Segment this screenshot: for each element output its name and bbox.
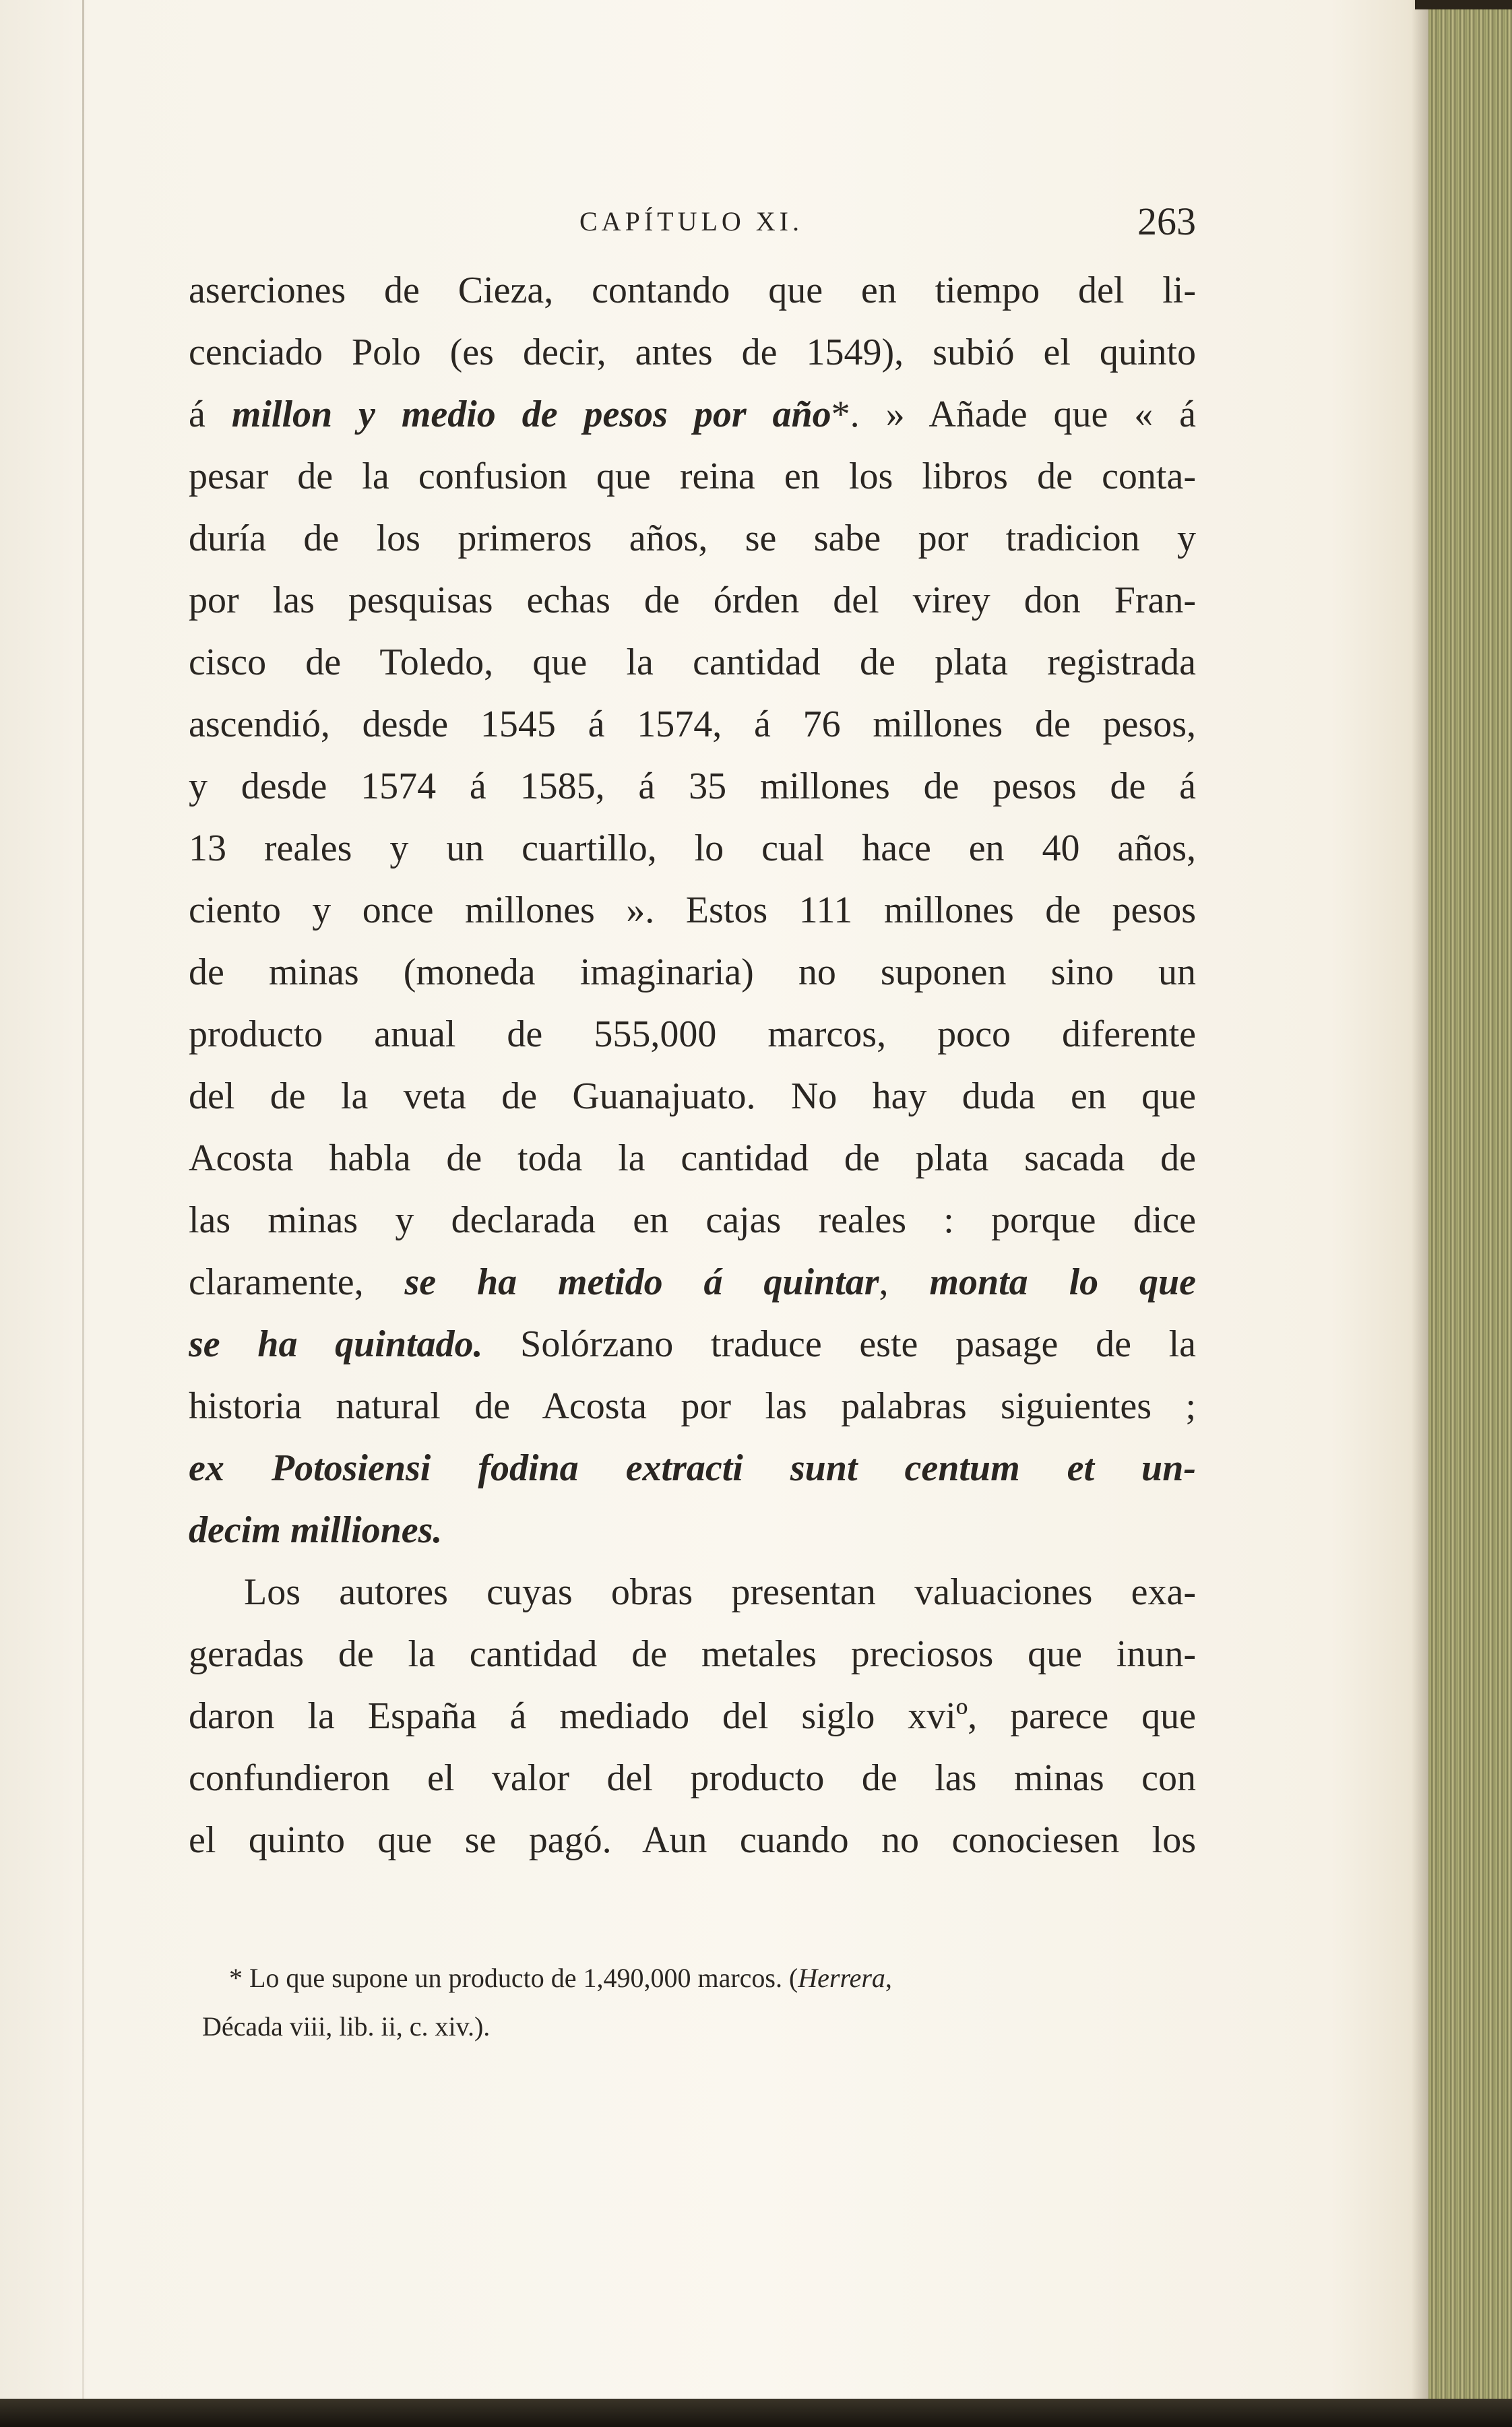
italic-phrase: millon y medio de pesos por año — [231, 393, 831, 435]
text-line: á millon y medio de pesos por año*. » Añade que « á — [189, 393, 1196, 435]
text-line: de minas (moneda imaginaria) no suponen sino un — [189, 951, 1196, 993]
gutter-line — [82, 0, 84, 2427]
bottom-edge — [0, 2399, 1512, 2427]
text-line: confundieron el valor del producto de las minas con — [189, 1757, 1196, 1799]
text-line-italic: ex Potosiensi fodina extracti sunt centum et un- — [189, 1447, 1196, 1489]
text-line: por las pesquisas echas de órden del virey don Fran- — [189, 579, 1196, 621]
text-line: las minas y declarada en cajas reales : porque dice — [189, 1199, 1196, 1241]
text-line: del de la veta de Guanajuato. No hay duda en que — [189, 1075, 1196, 1117]
text-line: cisco de Toledo, que la cantidad de plata registrada — [189, 641, 1196, 683]
text-line: el quinto que se pagó. Aun cuando no conociesen los — [189, 1819, 1196, 1861]
footnote-italic-author: Herrera — [798, 1963, 885, 1993]
footnote-line: Década viii, lib. ii, c. xiv.). — [202, 2011, 491, 2042]
text-line-italic: decim milliones. — [189, 1509, 443, 1551]
running-head: CAPÍTULO XI. — [579, 206, 803, 237]
text-line: ascendió, desde 1545 á 1574, á 76 millones de pesos, — [189, 703, 1196, 745]
text-line: producto anual de 555,000 marcos, poco diferente — [189, 1013, 1196, 1055]
text-line: duría de los primeros años, se sabe por tradicion y — [189, 517, 1196, 559]
text-line: se ha quintado. Solórzano traduce este pasage de la — [189, 1323, 1196, 1365]
text-line: aserciones de Cieza, contando que en tiempo del li- — [189, 270, 1196, 311]
italic-phrase: monta lo que — [929, 1261, 1196, 1303]
body-text — [189, 259, 1196, 1871]
text-line: Acosta habla de toda la cantidad de plata sacada de — [189, 1137, 1196, 1179]
text-line: geradas de la cantidad de metales preciosos que inun- — [189, 1633, 1196, 1675]
page-number: 263 — [1137, 199, 1196, 243]
text-line: historia natural de Acosta por las palabras siguientes ; — [189, 1385, 1196, 1427]
book-page-edges — [1428, 0, 1512, 2427]
text-line: y desde 1574 á 1585, á 35 millones de pesos de á — [189, 765, 1196, 807]
text-line: Los autores cuyas obras presentan valuaciones exa- — [244, 1571, 1196, 1613]
italic-phrase: se ha metido á quintar — [404, 1261, 879, 1303]
text-line: daron la España á mediado del siglo xviº, parece que — [189, 1695, 1196, 1737]
text-line: pesar de la confusion que reina en los libros de conta- — [189, 455, 1196, 497]
text-line: 13 reales y un cuartillo, lo cual hace en 40 años, — [189, 827, 1196, 869]
text-line: claramente, se ha metido á quintar, monta lo que — [189, 1261, 1196, 1303]
text-line: ciento y once millones ». Estos 111 millones de pesos — [189, 889, 1196, 931]
top-edge — [1415, 0, 1512, 9]
text-line: cenciado Polo (es decir, antes de 1549), subió el quinto — [189, 332, 1196, 373]
footnote — [202, 1954, 1196, 2051]
page-header — [189, 199, 1196, 246]
footnote-line: * Lo que supone un producto de 1,490,000 marcos. (Herrera, — [229, 1963, 892, 1993]
italic-phrase: se ha quintado. — [189, 1323, 483, 1365]
